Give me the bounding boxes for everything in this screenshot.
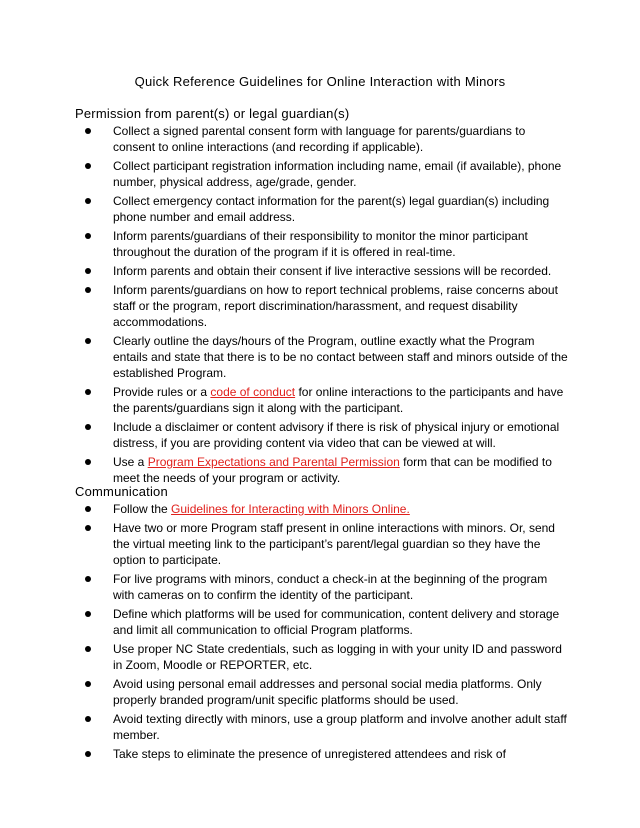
list-item bbox=[0, 333, 568, 381]
document-link[interactable]: code of conduct bbox=[210, 385, 296, 399]
list-item bbox=[0, 419, 568, 451]
list-item bbox=[0, 711, 568, 743]
list-item-text: Collect participant registration information including name, email (if available), phone number, physical address, age/grade, gender. bbox=[113, 159, 562, 189]
list-item bbox=[0, 384, 568, 416]
bullet-icon bbox=[85, 681, 91, 687]
bullet-icon bbox=[85, 233, 91, 239]
list-item-text: Define which platforms will be used for communication, content delivery and storage and limit all communication to official Program platforms. bbox=[113, 607, 560, 637]
list-item-text: Inform parents/guardians of their responsibility to monitor the minor participant throughout the duration of the program if it is offered in real-time. bbox=[113, 229, 528, 259]
page-title: Quick Reference Guidelines for Online Interaction with Minors bbox=[134, 74, 506, 89]
list-item bbox=[0, 520, 568, 568]
document-link[interactable]: Guidelines for Interacting with Minors Online. bbox=[171, 502, 410, 516]
permission-list bbox=[0, 123, 640, 489]
bullet-icon bbox=[85, 751, 91, 757]
list-item bbox=[0, 282, 568, 330]
list-item bbox=[0, 641, 568, 673]
list-item-text: Use a bbox=[113, 455, 148, 469]
list-item-text: Include a disclaimer or content advisory if there is risk of physical injury or emotional distress, if you are providing content via video that can be viewed at will. bbox=[113, 420, 560, 450]
document-link[interactable]: Program Expectations and Parental Permission bbox=[147, 455, 400, 469]
list-item bbox=[0, 676, 568, 708]
list-item-text: Follow the bbox=[113, 502, 172, 516]
list-item-text: Take steps to eliminate the presence of unregistered attendees and risk of bbox=[113, 747, 506, 761]
bullet-icon bbox=[85, 389, 91, 395]
section-heading-communication: Communication bbox=[75, 484, 168, 499]
bullet-icon bbox=[85, 287, 91, 293]
bullet-icon bbox=[85, 128, 91, 134]
list-item-text: Inform parents and obtain their consent if live interactive sessions will be recorded. bbox=[113, 264, 552, 278]
bullet-icon bbox=[85, 716, 91, 722]
bullet-icon bbox=[85, 525, 91, 531]
list-item-text: for online interactions to the participants and have the parents/guardians sign it along with the participant. bbox=[113, 385, 564, 415]
list-item-text: form that can be modified to meet the needs of your program or activity. bbox=[113, 455, 552, 485]
list-item bbox=[0, 454, 568, 486]
communication-list bbox=[0, 501, 640, 765]
list-item bbox=[0, 606, 568, 638]
list-item bbox=[0, 158, 568, 190]
bullet-icon bbox=[85, 576, 91, 582]
list-item-text: Provide rules or a bbox=[113, 385, 211, 399]
section-heading-permission: Permission from parent(s) or legal guardian(s) bbox=[75, 106, 350, 121]
list-item-text: Collect a signed parental consent form with language for parents/guardians to consent to online interactions (and recording if applicable). bbox=[113, 124, 526, 154]
list-item bbox=[0, 193, 568, 225]
list-item-text: Have two or more Program staff present in online interactions with minors. Or, send the virtual meeting link to the participant’s parent/legal guardian so they have the option to participate. bbox=[113, 521, 555, 567]
bullet-icon bbox=[85, 459, 91, 465]
bullet-icon bbox=[85, 646, 91, 652]
bullet-icon bbox=[85, 611, 91, 617]
list-item bbox=[0, 746, 568, 762]
bullet-icon bbox=[85, 424, 91, 430]
list-item-text: Use proper NC State credentials, such as logging in with your unity ID and password in Zoom, Moodle or REPORTER, etc. bbox=[113, 642, 562, 672]
list-item-text: Avoid texting directly with minors, use a group platform and involve another adult staff member. bbox=[113, 712, 567, 742]
bullet-icon bbox=[85, 163, 91, 169]
list-item bbox=[0, 571, 568, 603]
bullet-icon bbox=[85, 198, 91, 204]
list-item bbox=[0, 263, 568, 279]
list-item-text: Clearly outline the days/hours of the Program, outline exactly what the Program entails and state that there is to be no contact between staff and minors outside of the established Program. bbox=[113, 334, 568, 380]
bullet-icon bbox=[85, 506, 91, 512]
list-item-text: Collect emergency contact information for the parent(s) legal guardian(s) including phone number and email address. bbox=[113, 194, 550, 224]
list-item bbox=[0, 123, 568, 155]
list-item-text: For live programs with minors, conduct a check-in at the beginning of the program with cameras on to confirm the identity of the participant. bbox=[113, 572, 548, 602]
bullet-icon bbox=[85, 338, 91, 344]
list-item-text: Avoid using personal email addresses and personal social media platforms. Only properly branded program/unit specific platforms should be used. bbox=[113, 677, 542, 707]
list-item-text: Inform parents/guardians on how to report technical problems, raise concerns about staff or the program, report discrimination/harassment, and request disability accommodations. bbox=[113, 283, 558, 329]
list-item bbox=[0, 228, 568, 260]
list-item bbox=[0, 501, 568, 517]
bullet-icon bbox=[85, 268, 91, 274]
